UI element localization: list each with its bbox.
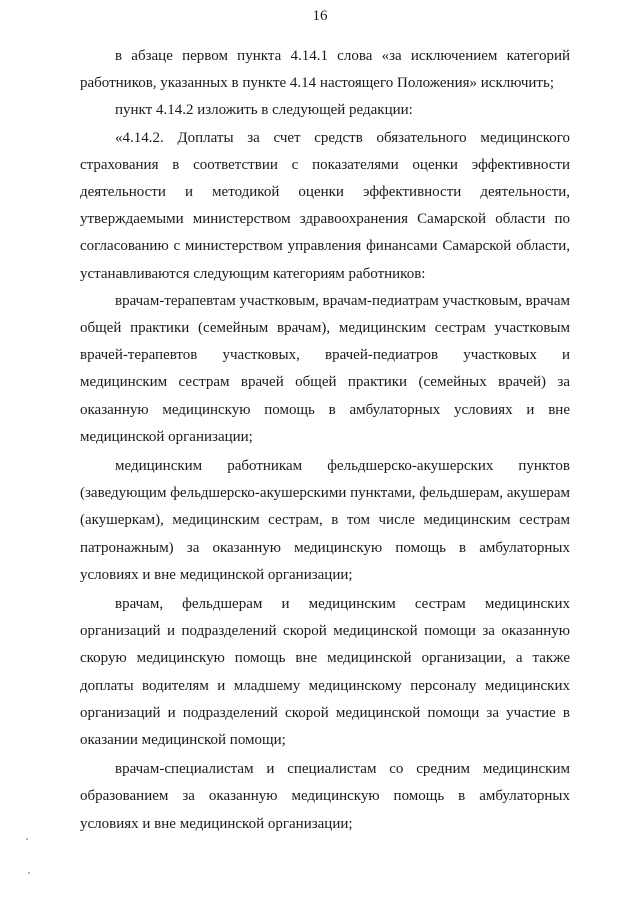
- paragraph-specialists: врачам-специалистам и специалистам со средним медицинским образованием за оказанную медицинскую помощь в амбулаторных условиях и вне медицинской организации;: [80, 761, 570, 832]
- paragraph-amend-4-14-1: в абзаце первом пункта 4.14.1 слова «за исключением категорий работников, указанных в пункте 4.14 настоящего Положения» исключить;: [80, 48, 570, 92]
- paragraph-clause-4-14-2: «4.14.2. Доплаты за счет средств обязательного медицинского страхования в соответствии с показателями оценки эффективности деятельности и методикой оценки эффективности деятельности, утверждаемыми министерством здравоохранения Самарской области по согласованию с министерством управления финансами Самарской области, устанавливаются следующим категориям работников:: [80, 129, 570, 282]
- scan-speck: [26, 838, 28, 840]
- scan-speck: [28, 872, 30, 874]
- paragraph-emergency-care: врачам, фельдшерам и медицинским сестрам медицинских организаций и подразделений скорой медицинской помощи за оказанную скорую медицинскую помощь вне медицинской организации, а также доплаты водителям и младшему медицинскому персоналу медицинских организаций и подразделений скорой медицинской помощи за участие в оказании медицинской помощи;: [80, 596, 570, 749]
- page-number: 16: [312, 8, 328, 24]
- document-body: [80, 43, 570, 838]
- paragraph-district-doctors: врачам-терапевтам участковым, врачам-педиатрам участковым, врачам общей практики (семейным врачам), медицинским сестрам участковым врачей-терапевтов участковых, врачей-педиатров участковых и медицинским сестрам врачей общей практики (семейных врачей) за оказанную медицинскую помощь в амбулаторных условиях и вне медицинской организации;: [80, 292, 570, 445]
- paragraph-amend-4-14-2-intro: пункт 4.14.2 изложить в следующей редакции:: [115, 102, 413, 119]
- paragraph-feldsher-stations: медицинским работникам фельдшерско-акушерских пунктов (заведующим фельдшерско-акушерскими пунктами, фельдшерам, акушерам (акушеркам), медицинским сестрам, в том числе медицинским сестрам патронажным) за оказанную медицинскую помощь в амбулаторных условиях и вне медицинской организации;: [80, 458, 570, 583]
